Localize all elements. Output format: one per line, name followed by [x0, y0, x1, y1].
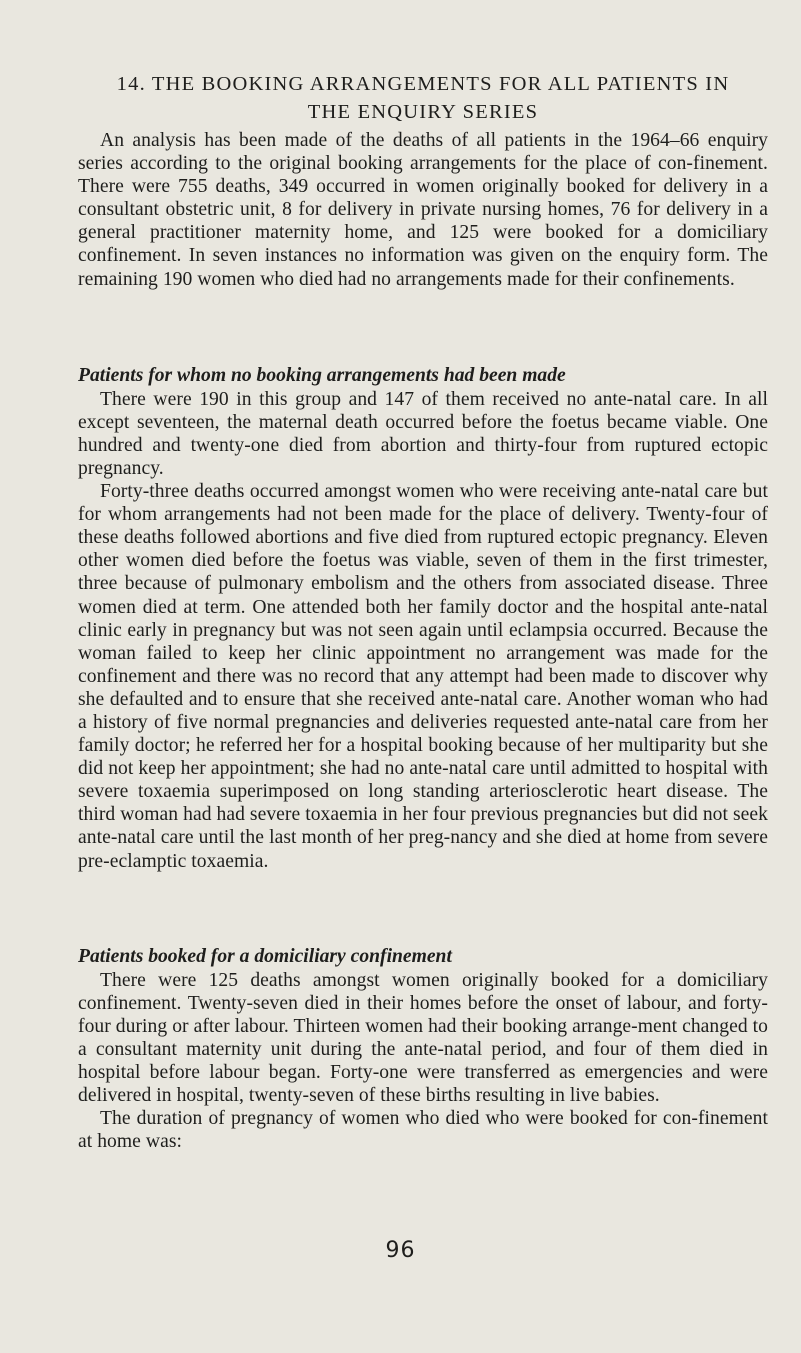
- chapter-heading-line-1: 14. THE BOOKING ARRANGEMENTS FOR ALL PATIENTS IN: [116, 73, 730, 95]
- section2-paragraph-2: The duration of pregnancy of women who died who were booked for con-finement at home was:: [78, 1108, 768, 1153]
- section-heading-domiciliary: Patients booked for a domiciliary confinement: [78, 945, 452, 967]
- document-page: [78, 70, 768, 1153]
- section2-paragraph-1: There were 125 deaths amongst women originally booked for a domiciliary confinement. Twenty-seven died in their homes before the onset of labour, and forty-four during or after labour. Thirteen women had their booking arrange-ment changed to a consultant maternity unit during the ante-natal period, and four of them died in hospital before labour began. Forty-one were transferred as emergencies and were delivered in hospital, twenty-seven of these births resulting in live babies.: [78, 969, 768, 1107]
- chapter-heading: [78, 70, 768, 126]
- section-heading-no-booking: Patients for whom no booking arrangements had been made: [78, 364, 566, 386]
- section1-paragraph-2: Forty-three deaths occurred amongst women who were receiving ante-natal care but for whom arrangements had not been made for the place of delivery. Twenty-four of these deaths followed abortions and five died from ruptured ectopic pregnancy. Eleven other women died before the foetus was viable, seven of them in the first trimester, three because of pulmonary embolism and the others from associated disease. Three women died at term. One attended both her family doctor and the hospital ante-natal clinic early in pregnancy but was not seen again until eclampsia occurred. Because the woman failed to keep her clinic appointment no arrangement was made for the confinement and there was no record that any attempt had been made to discover why she defaulted and to ensure that she received ante-natal care. Another woman who had a history of five normal pregnancies and deliveries requested ante-natal care from her family doctor; he referred her for a hospital booking because of her multiparity but she did not keep her appointment; she had no ante-natal care until admitted to hospital with severe toxaemia superimposed on long standing arteriosclerotic heart disease. The third woman had had severe toxaemia in her four previous pregnancies but did not seek ante-natal care until the last month of her preg-nancy and she died at home from severe pre-eclamptic toxaemia.: [78, 481, 768, 872]
- intro-paragraph: An analysis has been made of the deaths of all patients in the 1964–66 enquiry series according to the original booking arrangements for the place of con-finement. There were 755 deaths, 349 occurred in women originally booked for delivery in a consultant obstetric unit, 8 for delivery in private nursing homes, 76 for delivery in a general practitioner maternity home, and 125 were booked for a domiciliary confinement. In seven instances no information was given on the enquiry form. The remaining 190 women who died had no arrangements made for their confinements.: [78, 130, 768, 290]
- section1-paragraph-1: There were 190 in this group and 147 of them received no ante-natal care. In all except seventeen, the maternal death occurred before the foetus became viable. One hundred and twenty-one died from abortion and thirty-four from ruptured ectopic pregnancy.: [78, 388, 768, 479]
- page-number: 96: [385, 1238, 416, 1263]
- chapter-heading-line-2: THE ENQUIRY SERIES: [307, 101, 539, 123]
